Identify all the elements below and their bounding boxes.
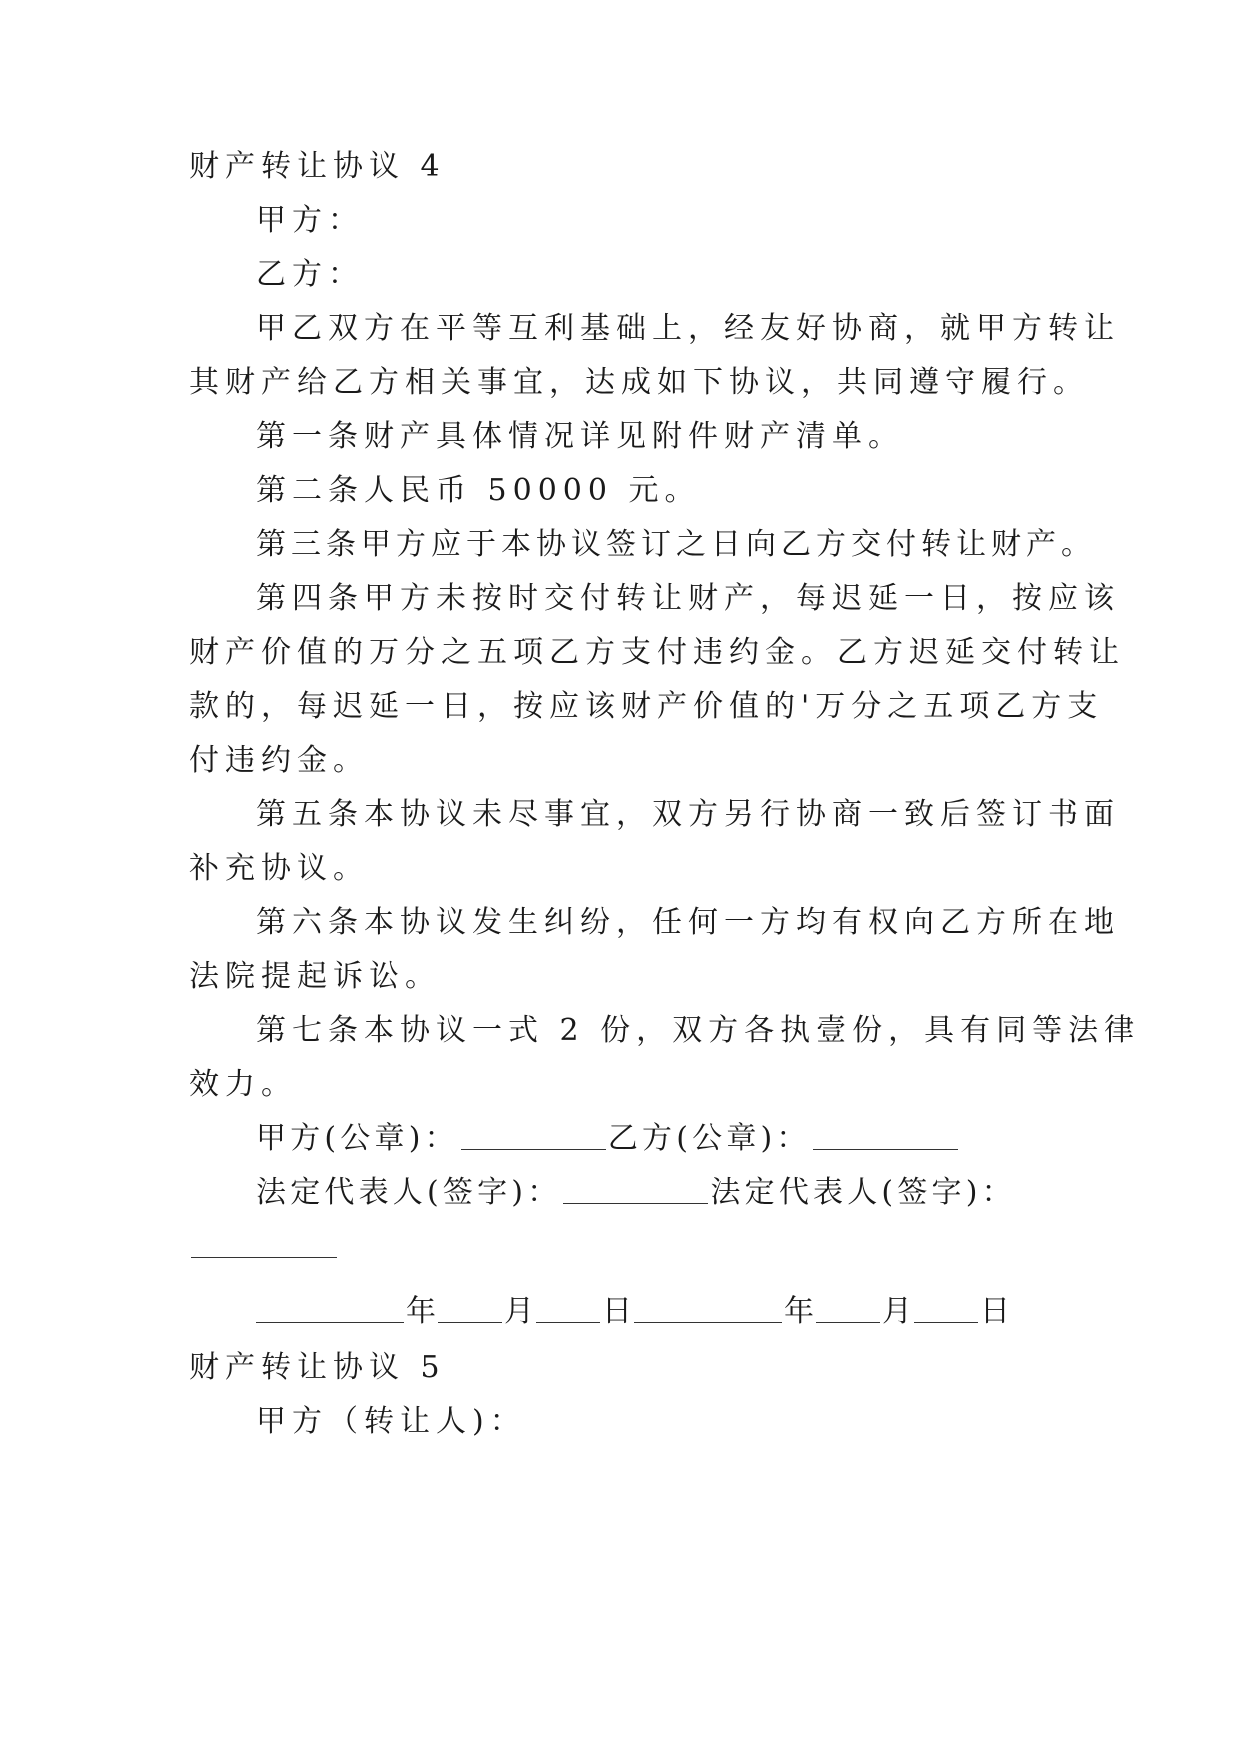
party-a-seal-label: 甲方(公章)：: [256, 1121, 459, 1156]
date-a-month-label: 月: [504, 1294, 534, 1329]
party-b-label: 乙方：: [256, 257, 364, 292]
article-6-line-1: 第六条本协议发生纠纷，任何一方均有权向乙方所在地: [256, 905, 1120, 940]
intro-line-1: 甲乙双方在平等互利基础上，经友好协商，就甲方转让: [256, 311, 1120, 346]
article-5-line-2: 补充协议。: [189, 851, 369, 886]
date-b-day-label: 日: [980, 1294, 1010, 1329]
transferor-label: 甲方（转让人)：: [256, 1404, 526, 1439]
party-b-seal-blank[interactable]: [813, 1119, 958, 1150]
date-b-month-blank[interactable]: [816, 1292, 880, 1323]
seal-row: [256, 1117, 1069, 1161]
party-a-seal-blank[interactable]: [461, 1119, 606, 1150]
article-4-line-4: 付违约金。: [189, 743, 369, 778]
date-row: [256, 1290, 1069, 1334]
date-b-year-blank[interactable]: [634, 1292, 782, 1323]
date-a-day-label: 日: [602, 1294, 632, 1329]
article-4-line-3: 款的，每迟延一日，按应该财产价值的'万分之五项乙方支: [189, 689, 1104, 724]
intro-line-2: 其财产给乙方相关事宜，达成如下协议，共同遵守履行。: [189, 365, 1089, 400]
party-b-rep-blank-row: [189, 1225, 1069, 1269]
party-b-rep-blank[interactable]: [191, 1227, 337, 1258]
date-a-month-blank[interactable]: [438, 1292, 502, 1323]
date-a-year-blank[interactable]: [256, 1292, 404, 1323]
date-a-day-blank[interactable]: [536, 1292, 600, 1323]
article-4-line-1: 第四条甲方未按时交付转让财产，每迟延一日，按应该: [256, 581, 1120, 616]
party-b-seal-label: 乙方(公章)：: [607, 1121, 811, 1156]
article-5-line-1: 第五条本协议未尽事宜，双方另行协商一致后签订书面: [256, 797, 1120, 832]
date-b-month-label: 月: [882, 1294, 912, 1329]
article-2: 第二条人民币 50000 元。: [256, 473, 701, 508]
party-a-label: 甲方：: [256, 203, 364, 238]
party-a-rep-label: 法定代表人(签字)：: [256, 1175, 562, 1210]
date-b-day-blank[interactable]: [914, 1292, 978, 1323]
article-3: 第三条甲方应于本协议签订之日向乙方交付转让财产。: [256, 527, 1096, 562]
article-7-line-1: 第七条本协议一式 2 份，双方各执壹份，具有同等法律: [256, 1013, 1141, 1048]
agreement-5-title: 财产转让协议 5: [189, 1350, 446, 1385]
article-1: 第一条财产具体情况详见附件财产清单。: [256, 419, 904, 454]
article-6-line-2: 法院提起诉讼。: [189, 959, 441, 994]
representative-row: [256, 1171, 1076, 1215]
party-a-rep-blank[interactable]: [563, 1173, 708, 1204]
article-7-line-2: 效力。: [189, 1067, 297, 1102]
date-a-year-label: 年: [406, 1294, 436, 1329]
date-b-year-label: 年: [784, 1294, 814, 1329]
party-b-rep-label: 法定代表人(签字)：: [710, 1175, 1016, 1210]
agreement-4-title: 财产转让协议 4: [189, 149, 446, 184]
article-4-line-2: 财产价值的万分之五项乙方支付违约金。乙方迟延交付转让: [189, 635, 1125, 670]
